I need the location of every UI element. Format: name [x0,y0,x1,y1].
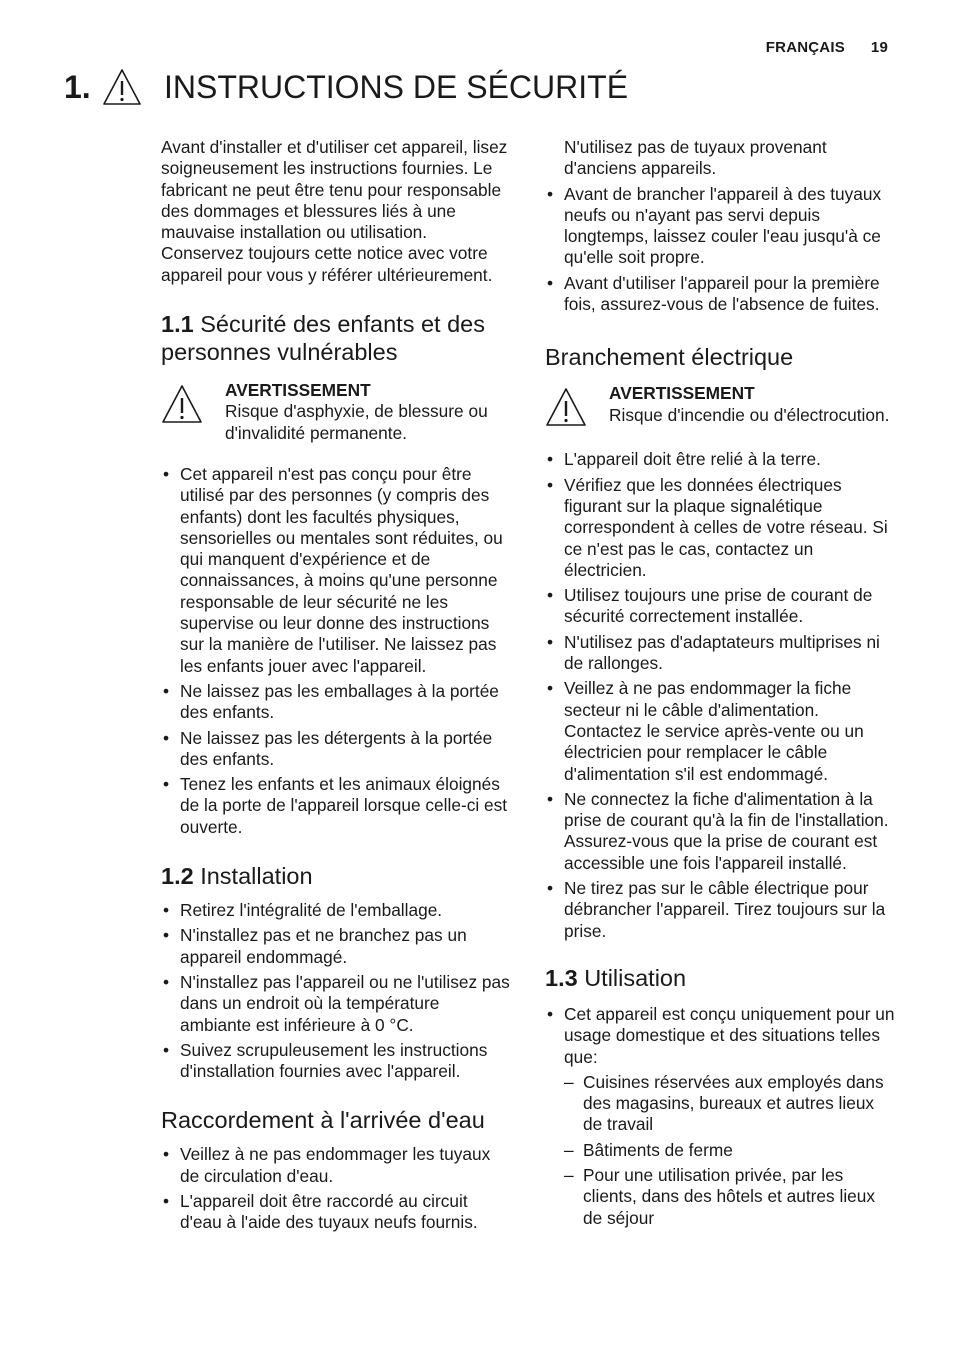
left-column [161,137,513,1238]
warning-triangle-icon [545,387,587,427]
page-number: 19 [870,39,888,56]
list-item: • Ne laissez pas les emballages à la portée des enfants. [161,681,513,724]
warning-title: AVERTISSEMENT [225,380,371,401]
water-connection-heading: Raccordement à l'arrivée d'eau [161,1107,485,1134]
list-item: • Avant de brancher l'appareil à des tuyaux neufs ou n'ayant pas servi depuis longtemps, laissez couler l'eau jusqu'à ce qu'elle soit propre. [545,184,897,269]
usage-list [545,1004,897,1229]
children-safety-list [161,464,513,838]
water-connection-list [161,1144,513,1233]
list-item: • Ne laissez pas les détergents à la portée des enfants. [161,728,513,771]
electrical-warning-box [545,383,897,427]
sublist-item: – Bâtiments de ferme [564,1140,897,1161]
list-item: • Avant d'utiliser l'appareil pour la première fois, assurez-vous de l'absence de fuites. [545,273,897,316]
header-language: FRANÇAIS [765,39,845,56]
warning-text: Risque d'incendie ou d'électrocution. [609,404,890,425]
list-item: • L'appareil doit être relié à la terre. [545,449,897,470]
installation-list [161,900,513,1082]
list-item: • Tenez les enfants et les animaux éloignés de la porte de l'appareil lorsque celle-ci est ouverte. [161,774,513,838]
section-1-3-heading: 1.3 Utilisation [545,964,687,991]
list-item: • Ne connectez la fiche d'alimentation à la prise de courant qu'à la fin de l'installation. Assurez-vous que la prise de courant est accessible une fois l'appareil installé. [545,789,897,874]
list-item-continuation: N'utilisez pas de tuyaux provenant d'anciens appareils. [564,137,827,179]
list-item: • Cet appareil n'est pas conçu pour être utilisé par des personnes (y compris des enfants) dont les facultés physiques, sensorielles ou mentales sont réduites, ou qui manquent d'expérience et de connaissances, à moins qu'une personne responsable de leur sécurité ne les supervise ou leur donne des instructions sur la manière de l'utiliser. Ne laissez pas les enfants jouer avec l'appareil. [161,464,513,677]
list-item: • N'installez pas et ne branchez pas un appareil endommagé. [161,925,513,968]
list-item: • Ne tirez pas sur le câble électrique pour débrancher l'appareil. Tirez toujours sur la prise. [545,878,897,942]
warning-triangle-icon [102,68,142,106]
list-item: • Vérifiez que les données électriques figurant sur la plaque signalétique correspondent à celles de votre réseau. Si ce n'est pas le cas, contactez un électricien. [545,475,897,581]
chapter-number: 1. [64,68,91,105]
warning-title: AVERTISSEMENT [609,383,755,404]
sublist-item: – Pour une utilisation privée, par les clients, dans des hôtels et autres lieux de séjour [564,1165,897,1229]
chapter-title [64,68,628,106]
list-item: • N'utilisez pas d'adaptateurs multiprises ni de rallonges. [545,632,897,675]
list-item: • Veillez à ne pas endommager les tuyaux de circulation d'eau. [161,1144,513,1187]
section-1-2-heading: 1.2 Installation [161,863,313,890]
sublist-item: – Cuisines réservées aux employés dans des magasins, bureaux et autres lieux de travail [564,1072,897,1136]
intro-paragraph: Avant d'installer et d'utiliser cet appareil, lisez soigneusement les instructions fournies. Le fabricant ne peut être tenu pour responsable des dommages et blessures liés à une mauvaise installation ou utilisation. Conservez toujours cette notice avec votre appareil pour vous y référer ultérieurement. [161,137,508,285]
electrical-list [545,449,897,942]
list-item: • Utilisez toujours une prise de courant de sécurité correctement installée. [545,585,897,628]
page-header [766,39,888,56]
warning-text: Risque d'asphyxie, de blessure ou d'invalidité permanente. [225,401,488,443]
list-item: • L'appareil doit être raccordé au circuit d'eau à l'aide des tuyaux neufs fournis. [161,1191,513,1234]
section-1-1-heading: 1.1 Sécurité des enfants et des personnes vulnérables [161,311,485,366]
list-item: • Veillez à ne pas endommager la fiche secteur ni le câble d'alimentation. Contactez le service après-vente ou un électricien pour remplacer le câble d'alimentation s'il est endommagé. [545,678,897,784]
children-warning-box [161,380,513,444]
warning-triangle-icon [161,384,203,424]
water-connection-list-continued [545,184,897,316]
chapter-title-text: INSTRUCTIONS DE SÉCURITÉ [164,68,629,105]
right-column [545,137,897,1233]
list-item: • Suivez scrupuleusement les instructions d'installation fournies avec l'appareil. [161,1040,513,1083]
list-item: • N'installez pas l'appareil ou ne l'utilisez pas dans un endroit où la température ambiante est inférieure à 0 °C. [161,972,513,1036]
list-item: • Retirez l'intégralité de l'emballage. [161,900,513,921]
list-item: • Cet appareil est conçu uniquement pour un usage domestique et des situations telles que: – Cuisines réservées aux employés dans des magasins, bureaux et autres lieux de travail – Bâtiments de ferme – Pour une utilisation privée, par les clients, dans des hôtels et autres lieux de séjour [545,1004,897,1229]
usage-sublist [564,1072,897,1229]
electrical-connection-heading: Branchement électrique [545,344,794,371]
